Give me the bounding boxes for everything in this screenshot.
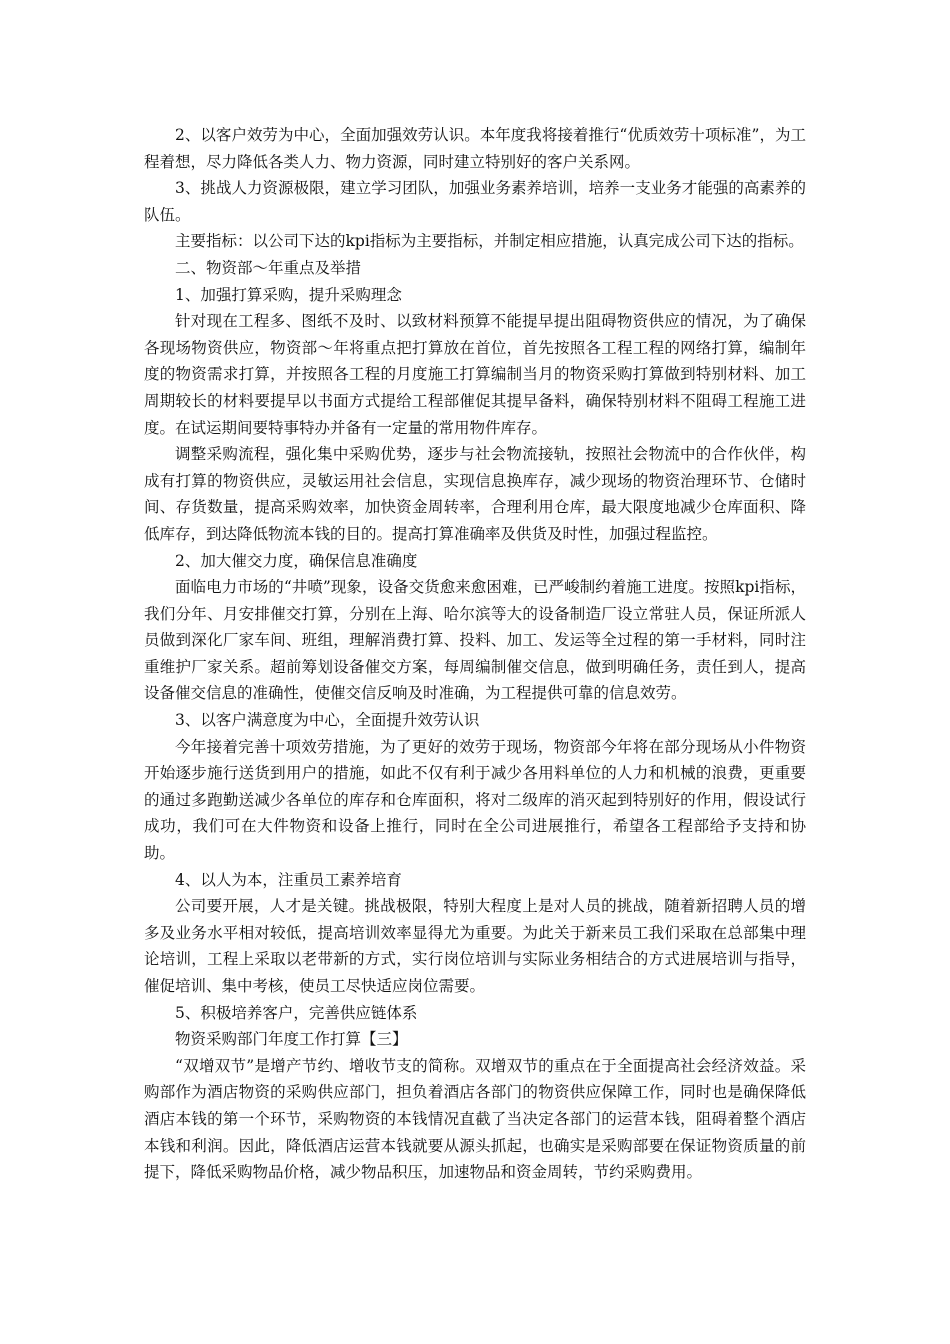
subheading-expediting: 2、加大催交力度，确保信息准确度 bbox=[175, 551, 418, 570]
paragraph-power-market: 面临电力市场的“井喷”现象，设备交货愈来愈困难，已严峻制约着施工进度。按照kpi指标，我们分年、月安排催交打算，分别在上海、哈尔滨等大的设备制造厂设立常驻人员，保证所派人员做到深化厂家车间、班组，理解消费打算、投料、加工、发运等全过程的第一手材料，同时注重维护厂家关系。超前筹划设备催交方案，每周编制催交信息，做到明确任务，责任到人，提高设备催交信息的准确性，使催交信反响及时准确，为工程提供可靠的信息效劳。 bbox=[144, 578, 806, 703]
paragraph-staff-training: 公司要开展，人才是关键。挑战极限，特别大程度上是对人员的挑战，随着新招聘人员的增多及业务水平相对较低，提高培训效率显得尤为重要。为此关于新来员工我们采取在总部集中理论培训，工程上采取以老带新的方式，实行岗位培训与实际业务相结合的方式进展培训与指导，催促培训、集中考核，使员工尽快适应岗位需要。 bbox=[144, 897, 806, 995]
paragraph-double-increase: “双增双节”是增产节约、增收节支的简称。双增双节的重点在于全面提高社会经济效益。采购部作为酒店物资的采购供应部门，担负着酒店各部门的物资供应保障工作，同时也是确保降低酒店本钱的第一个环节，采购物资的本钱情况直截了当决定各部门的运营本钱，阻碍着整个酒店本钱和利润。因此，降低酒店运营本钱就要从源头抓起，也确实是采购部要在保证物资质量的前提下，降低采购物品价格，减少物品积压，加速物品和资金周转，节约采购费用。 bbox=[144, 1056, 806, 1182]
paragraph-material-supply: 针对现在工程多、图纸不及时、以致材料预算不能提早提出阻碍物资供应的情况，为了确保各现场物资供应，物资部～年将重点把打算放在首位，首先按照各工程工程的网络打算，编制年度的物资需求打算，并按照各工程的月度施工打算编制当月的物资采购打算做到特别材料、加工周期较长的材料要提早以书面方式提给工程部催促其提早备料，确保特别材料不阻碍工程施工进度。在试运期间要特事特办并备有一定量的常用物件库存。 bbox=[144, 312, 806, 437]
subheading-people-oriented: 4、以人为本，注重员工素养培育 bbox=[175, 870, 402, 889]
document-section-title: 物资采购部门年度工作打算【三】 bbox=[175, 1030, 408, 1049]
paragraph-service-measures: 今年接着完善十项效劳措施，为了更好的效劳于现场，物资部今年将在部分现场从小件物资开始逐步施行送货到用户的措施，如此不仅有利于减少各用料单位的人力和机械的浪费，更重要的通过多跑勤送减少各单位的库存和仓库面积，将对二级库的消灭起到特别好的作用，假设试行成功，我们可在大件物资和设备上推行，同时在全公司进展推行，希望各工程部给予支持和协助。 bbox=[144, 737, 806, 863]
document-body bbox=[144, 122, 806, 1186]
section-heading-key-points: 二、物资部～年重点及举措 bbox=[175, 258, 362, 277]
paragraph-adjust-process: 调整采购流程，强化集中采购优势，逐步与社会物流接轨，按照社会物流中的合作伙伴，构成有打算的物资供应，灵敏运用社会信息，实现信息换库存，减少现场的物资治理环节、仓储时间、存货数量，提高采购效率，加快资金周转率，合理利用仓库，最大限度地减少仓库面积、降低库存，到达降低物流本钱的目的。提高打算准确率及供货及时性，加强过程监控。 bbox=[144, 445, 806, 543]
subheading-planned-procurement: 1、加强打算采购，提升采购理念 bbox=[175, 285, 402, 304]
subheading-supply-chain: 5、积极培养客户，完善供应链体系 bbox=[175, 1003, 418, 1022]
subheading-customer-satisfaction: 3、以客户满意度为中心，全面提升效劳认识 bbox=[175, 711, 480, 730]
paragraph-hr-limit: 3、挑战人力资源极限，建立学习团队，加强业务素养培训，培养一支业务才能强的高素养的队伍。 bbox=[144, 179, 806, 224]
paragraph-main-indicators: 主要指标：以公司下达的kpi指标为主要指标，并制定相应措施，认真完成公司下达的指标。 bbox=[175, 232, 804, 251]
paragraph-service-center: 2、以客户效劳为中心，全面加强效劳认识。本年度我将接着推行“优质效劳十项标准”，为工程着想，尽力降低各类人力、物力资源，同时建立特别好的客户关系网。 bbox=[144, 126, 806, 171]
